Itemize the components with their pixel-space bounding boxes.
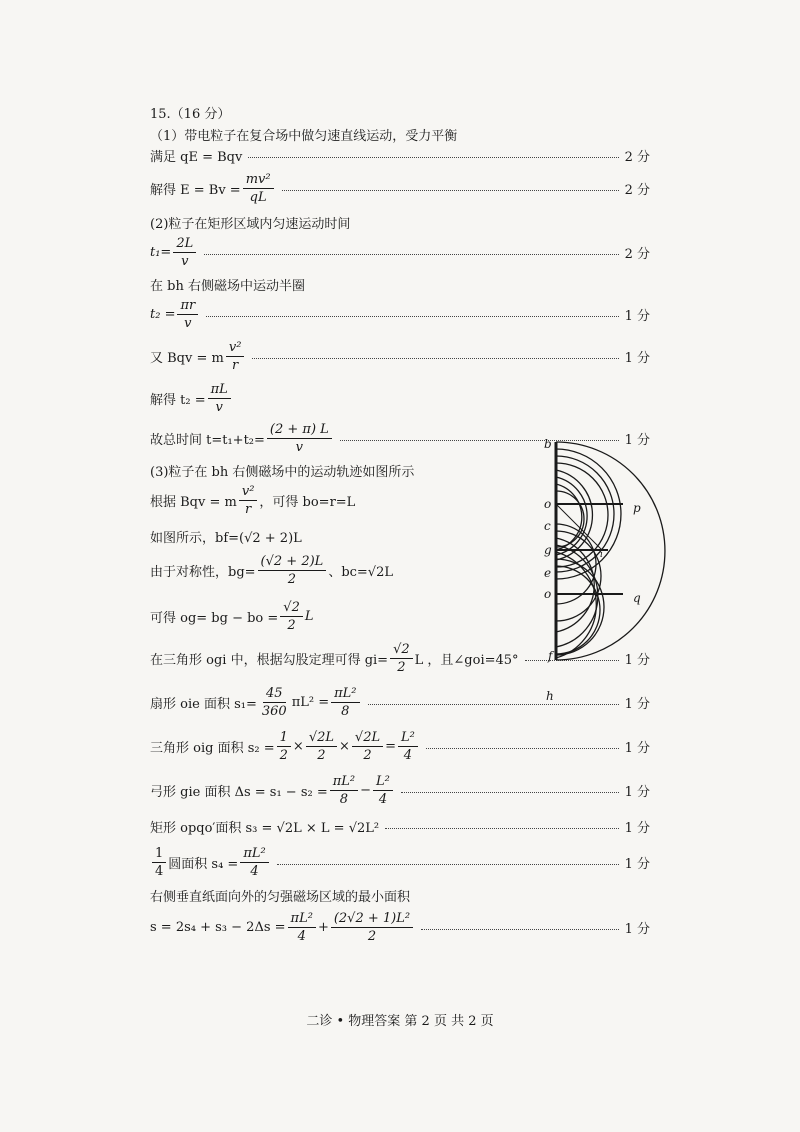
total-time-line: 故总时间 t=t₁+t₂= $\frac{(2 + \pi) L}{v}$ 1 分 [150, 421, 650, 455]
trajectory-figure [530, 434, 670, 704]
score: 1 分 [624, 696, 650, 712]
score: 1 分 [624, 740, 650, 756]
force-line: 又 Bqv = m $\frac{\text{v²}}{r}$ 1 分 [150, 339, 650, 373]
s3-line: 矩形 opqo′面积 s₃ = √2L × L = √2L² 1 分 [150, 815, 650, 837]
bg-line: 由于对称性，bg= $\frac{(√2 + 2)L}{2}$ 、bc=√2L [150, 553, 393, 587]
label-h: h [546, 689, 554, 703]
label-o-prime: o [544, 587, 552, 601]
leader-dots [206, 316, 618, 317]
part1-line2 [150, 168, 650, 208]
oi-line [556, 504, 602, 550]
label-o: o [544, 497, 552, 511]
fraction: $\frac{\text{v²}}{r}$ [226, 339, 245, 374]
part1-line1 [150, 145, 650, 165]
label-c: c [544, 519, 551, 533]
score: 2 分 [624, 246, 650, 262]
score: 1 分 [624, 432, 650, 448]
delta-s-line: 弓形 gie 面积 Δs = s₁ − s₂ = $\frac{\text{πL²}}{8}$ − $\frac{\text{L²}}{4}$ 1 分 [150, 773, 650, 807]
score: 1 分 [624, 784, 650, 800]
s2-line: 三角形 oig 面积 s₂ = $\frac{1}{2}$ × $\frac{√2L}{2}$ × $\frac{√2L}{2}$ = $\frac{\text{L²}}{4}$ 1 分 [150, 729, 650, 763]
og-line: 可得 og= bg − bo = $\frac{√2}{2}$ L [150, 599, 314, 633]
bf-text: 如图所示，bf=(√2 + 2)L [150, 531, 302, 546]
label-e: e [544, 566, 552, 580]
fraction: $\frac{\text{v²}}{r}$ [239, 483, 258, 518]
fraction: $\frac{45}{360}$ [261, 685, 287, 719]
leader-dots [204, 254, 618, 255]
label-p: p [633, 501, 641, 515]
leader-dots [421, 929, 619, 930]
radius-line: 根据 Bqv = m $\frac{\text{v²}}{r}$ ，可得 bo=r=L [150, 483, 356, 517]
label-b: b [544, 437, 552, 451]
leader-dots [401, 792, 619, 793]
part2-intro: (2)粒子在矩形区域内匀速运动时间 [150, 217, 351, 232]
fraction: $\frac{(√2 + 2)L}{2}$ [258, 553, 327, 588]
fraction: $\frac{(2 + \pi) L}{v}$ [267, 421, 332, 456]
page-footer: 二诊 • 物理答案 第 2 页 共 2 页 [306, 1014, 494, 1029]
fraction: $\frac{\text{mv²}}{qL}$ [243, 171, 274, 206]
t1-line: t₁= $\frac{2L}{v}$ 2 分 [150, 235, 650, 269]
t2-line: t₂ = $\frac{\pi r}{v}$ 1 分 [150, 297, 650, 331]
fraction: $\frac{\pi L}{v}$ [208, 381, 231, 416]
equation: 满足 qE = Bqv [150, 149, 243, 165]
leader-dots [248, 157, 618, 158]
fraction: $\frac{2L}{v}$ [173, 235, 196, 270]
question-number: 15.（16 分） [150, 107, 231, 122]
label-q: q [633, 591, 641, 605]
leader-dots [385, 828, 619, 829]
final-area-line: s = 2s₄ + s₃ − 2Δs = $\frac{\text{πL²}}{4}$ + $\frac{\text{(2√2 + 1)L²}}{2}$ 1 分 [150, 910, 650, 944]
fraction: $\frac{\pi r}{v}$ [177, 297, 198, 332]
equation: 解得 E = Bv = [150, 182, 241, 198]
score: 2 分 [624, 182, 650, 198]
label-g: g [544, 543, 552, 557]
leader-dots [426, 748, 619, 749]
part3-intro: (3)粒子在 bh 右侧磁场中的运动轨迹如图所示 [150, 465, 415, 480]
part1-intro: （1）带电粒子在复合场中做匀速直线运动，受力平衡 [150, 129, 458, 144]
t2-result-line: 解得 t₂ = $\frac{\pi L}{v}$ [150, 378, 650, 418]
label-i: i [600, 550, 603, 560]
fraction: $\frac{√2}{2}$ [280, 599, 303, 634]
score: 1 分 [624, 308, 650, 324]
fraction: $\frac{√2}{2}$ [390, 641, 413, 676]
label-f: f [548, 649, 553, 663]
fraction: $\frac{\text{πL²}}{8}$ [331, 685, 359, 720]
score: 2 分 [624, 149, 650, 165]
leader-dots [277, 864, 619, 865]
min-area-text: 右侧垂直纸面向外的匀强磁场区域的最小面积 [150, 890, 411, 905]
gi-line: 在三角形 ogi 中，根据勾股定理可得 gi= $\frac{√2}{2}$ L ，且∠goi=45° 1 分 [150, 641, 650, 675]
score: 1 分 [624, 350, 650, 366]
semicircle-text: 在 bh 右侧磁场中运动半圈 [150, 279, 305, 294]
s1-line: 扇形 oie 面积 s₁= $\frac{45}{360}$ πL² = $\frac{\text{πL²}}{8}$ 1 分 [150, 685, 650, 719]
score: 1 分 [624, 921, 650, 937]
score: 1 分 [624, 652, 650, 668]
leader-dots [252, 358, 618, 359]
score: 1 分 [624, 820, 650, 836]
score: 1 分 [624, 856, 650, 872]
leader-dots [282, 190, 619, 191]
s4-line: $\frac{1}{4}$ 圆面积 s₄ = $\frac{\text{πL²}}{4}$ 1 分 [150, 842, 650, 882]
